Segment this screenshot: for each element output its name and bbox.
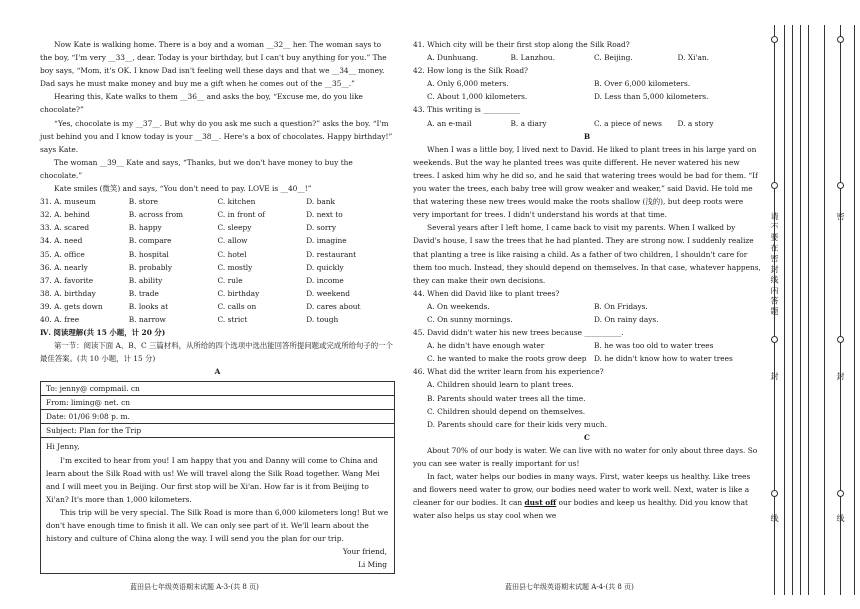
email-paragraph: This trip will be very special. The Silk Road is more than 6,000 kilometers long! But we don't have enough time to finish it all. We can only see part of it. We'll learn about the history and culture of China along the way. I will send you the plan for our trip. [46,507,389,544]
option: A. Children should learn to plant trees. [427,380,574,390]
option-row: 33. A. scared B. happy C. sleepy D. sorry [40,223,337,233]
question: 42. How long is the Silk Road? [413,66,529,76]
email-date: Date: 01/06 9:08 p. m. [41,410,394,424]
question-options: A. Only 6,000 meters. B. Over 6,000 kilometers. C. About 1,000 kilometers. D. Less than 5,000 kilometers. [427,79,709,102]
binding-hole [771,182,778,189]
binding-line [808,25,809,595]
binding-strip [766,0,860,609]
passage-label-c: C [584,432,590,442]
option-row: 34. A. need B. compare C. allow D. imagine [40,236,347,246]
cloze-options [40,195,395,326]
question: 45. David didn't water his new trees because __________. [413,328,624,338]
email-to: To: jenny@ compmail. cn [41,382,394,396]
email-from: From: liming@ net. cn [41,396,394,410]
email-signature: Li Ming [357,560,387,570]
email-body [41,438,394,573]
email-subject: Subject: Plan for the Trip [41,424,394,438]
option-row: 39. A. gets down B. looks at C. calls on D. cares about [40,301,361,311]
passage-label-a: A [214,367,221,377]
binding-line-label: 线 [770,514,779,522]
option-row: 40. A. free B. narrow C. strict D. tough [40,314,339,324]
binding-hole [771,36,778,43]
email-box [40,381,395,574]
email-greeting: Hi Jenny, [46,442,80,452]
underlined-phrase: dust off [524,498,557,508]
binding-line [854,25,855,595]
left-column [40,38,395,574]
binding-hole [837,490,844,497]
binding-line [824,25,825,595]
passage-label-b: B [583,131,591,141]
email-paragraph: I'm excited to hear from you! I am happy that you and Danny will come to China and learn about the Silk Road with us! We will travel along the Silk Road together. Wang Mei and I will meet you in Beijing. Our first stop will be Xi'an. How far is it from Beijing to Xi'an? It's more than 1,000 kilometers. [46,455,380,504]
binding-hole [837,182,844,189]
right-column [413,38,761,522]
passage-paragraph: About 70% of our body is water. We can live with no water for only about three days. So you can see water is really important for us! [413,445,758,468]
cloze-paragraph: Hearing this, Kate walks to them __36__ and asks the boy, “Excuse me, do you like chocolate?” [40,92,363,115]
binding-label: 密 [836,212,845,220]
email-closing: Your friend, [342,547,387,557]
cloze-paragraph: The woman __39__ Kate and says, “Thanks, but we don't have money to buy the chocolate.” [40,157,353,180]
binding-label: 封 [836,372,845,380]
question-options: A. an e-mail B. a diary C. a piece of news D. a story [427,118,714,128]
binding-line [784,25,785,595]
question-options: A. On weekends. B. On Fridays. C. On sunny mornings. D. On rainy days. [427,301,659,324]
option-row: 38. A. birthday B. trade C. birthday D. weekend [40,288,351,298]
question-options: A. he didn't have enough water B. he was too old to water trees C. he wanted to make the roots grow deep D. he didn't know how to water trees [427,341,733,364]
question: 43. This writing is __________ [413,105,521,115]
binding-notice: 请 不 要 在 密 封 线 内 答 题 [770,212,779,315]
option-row: 31. A. museum B. store C. kitchen D. bank [40,197,335,207]
passage-paragraph: In fact, water helps our bodies in many ways. First, water keeps us healthy. Like trees and flowers need water to grow, our bodies need water to work well. Next, water is like a cleaner for our bodies. It can dust off our bodies and keep us healthy. Did you know that water also helps us stay cool when we [413,472,751,521]
section-heading: Ⅳ. 阅读理解(共 15 小题，计 20 分) [40,328,166,338]
passage-paragraph: Several years after I left home, I came back to visit my parents. When I walked by David's house, I saw the trees that he had planted. They are strong now. I suddenly realize that planting a tree is like raising a child. As a father of two children, I shouldn't care for them too much. Instead, they should depend on themselves. In that case, whatever happens, they can make their own decisions. [413,223,761,285]
page-footer-left: 蓝田县七年级英语期末试题 A-3-(共 8 页) [130,583,259,591]
passage-paragraph: When I was a little boy, I lived next to David. He liked to plant trees in his large yard on weekends. But the way he planted trees was quite different. He never watered his new trees. I asked him why he did so, and he said that watering trees would be bad for them. “If you water the trees, each baby tree will grow weaker and weaker,” said David. He told me that watering these new trees would make the roots shallow (浅的), but deep roots were very important for trees. I didn't understand his words at that time. [413,144,758,220]
option-row: 37. A. favorite B. ability C. rule D. income [40,275,344,285]
option-row: 35. A. office B. hospital C. hotel D. restaurant [40,249,357,259]
cloze-paragraph: Now Kate is walking home. There is a boy and a woman __32__ her. The woman says to the boy, “I'm very __33__, dear. Today is your birthday, but I can't buy anything for you.” The boy says, “Mom, it's OK. I know Dad isn't feeling well these days and that we __34__ money. Dad says he must make money and buy me a gift when he comes out of the __35__.” [40,40,387,89]
option: B. Parents should water trees all the time. [427,393,586,403]
binding-hole [837,336,844,343]
binding-label: 线 [836,514,845,522]
cloze-paragraph: Kate smiles (微笑) and says, “You don't need to pay. LOVE is __40__!” [54,184,312,194]
binding-seal-label: 封 [770,372,779,380]
binding-line [800,25,801,595]
option: D. Parents should care for their kids very much. [427,419,607,429]
section-instruction: 第一节：阅读下面 A、B、C 三篇材料，从所给的四个选项中选出能回答所提问题或完成所给句子的一个最佳答案。(共 10 小题，计 15 分) [40,341,393,364]
option: C. Children should depend on themselves. [427,406,586,416]
option-row: 32. A. behind B. across from C. in front of D. next to [40,210,343,220]
binding-line [792,25,793,595]
question: 46. What did the writer learn from his experience? [413,367,604,377]
page-footer-right: 蓝田县七年级英语期末试题 A-4-(共 8 页) [505,583,634,591]
option-row: 36. A. nearly B. probably C. mostly D. quickly [40,262,344,272]
cloze-paragraph: “Yes, chocolate is my __37__. But why do you ask me such a question?” asks the boy. “I'm just behind you and I know today is your __38__. Here's a box of chocolates. Happy birthday!” says Kate. [40,118,393,154]
binding-hole [771,490,778,497]
binding-line [840,25,841,595]
question: 41. Which city will be their first stop along the Silk Road? [413,40,630,49]
binding-hole [771,336,778,343]
binding-hole [837,36,844,43]
question: 44. When did David like to plant trees? [413,288,560,298]
question-options: A. Dunhuang. B. Lanzhou. C. Beijing. D. Xi'an. [427,53,710,63]
